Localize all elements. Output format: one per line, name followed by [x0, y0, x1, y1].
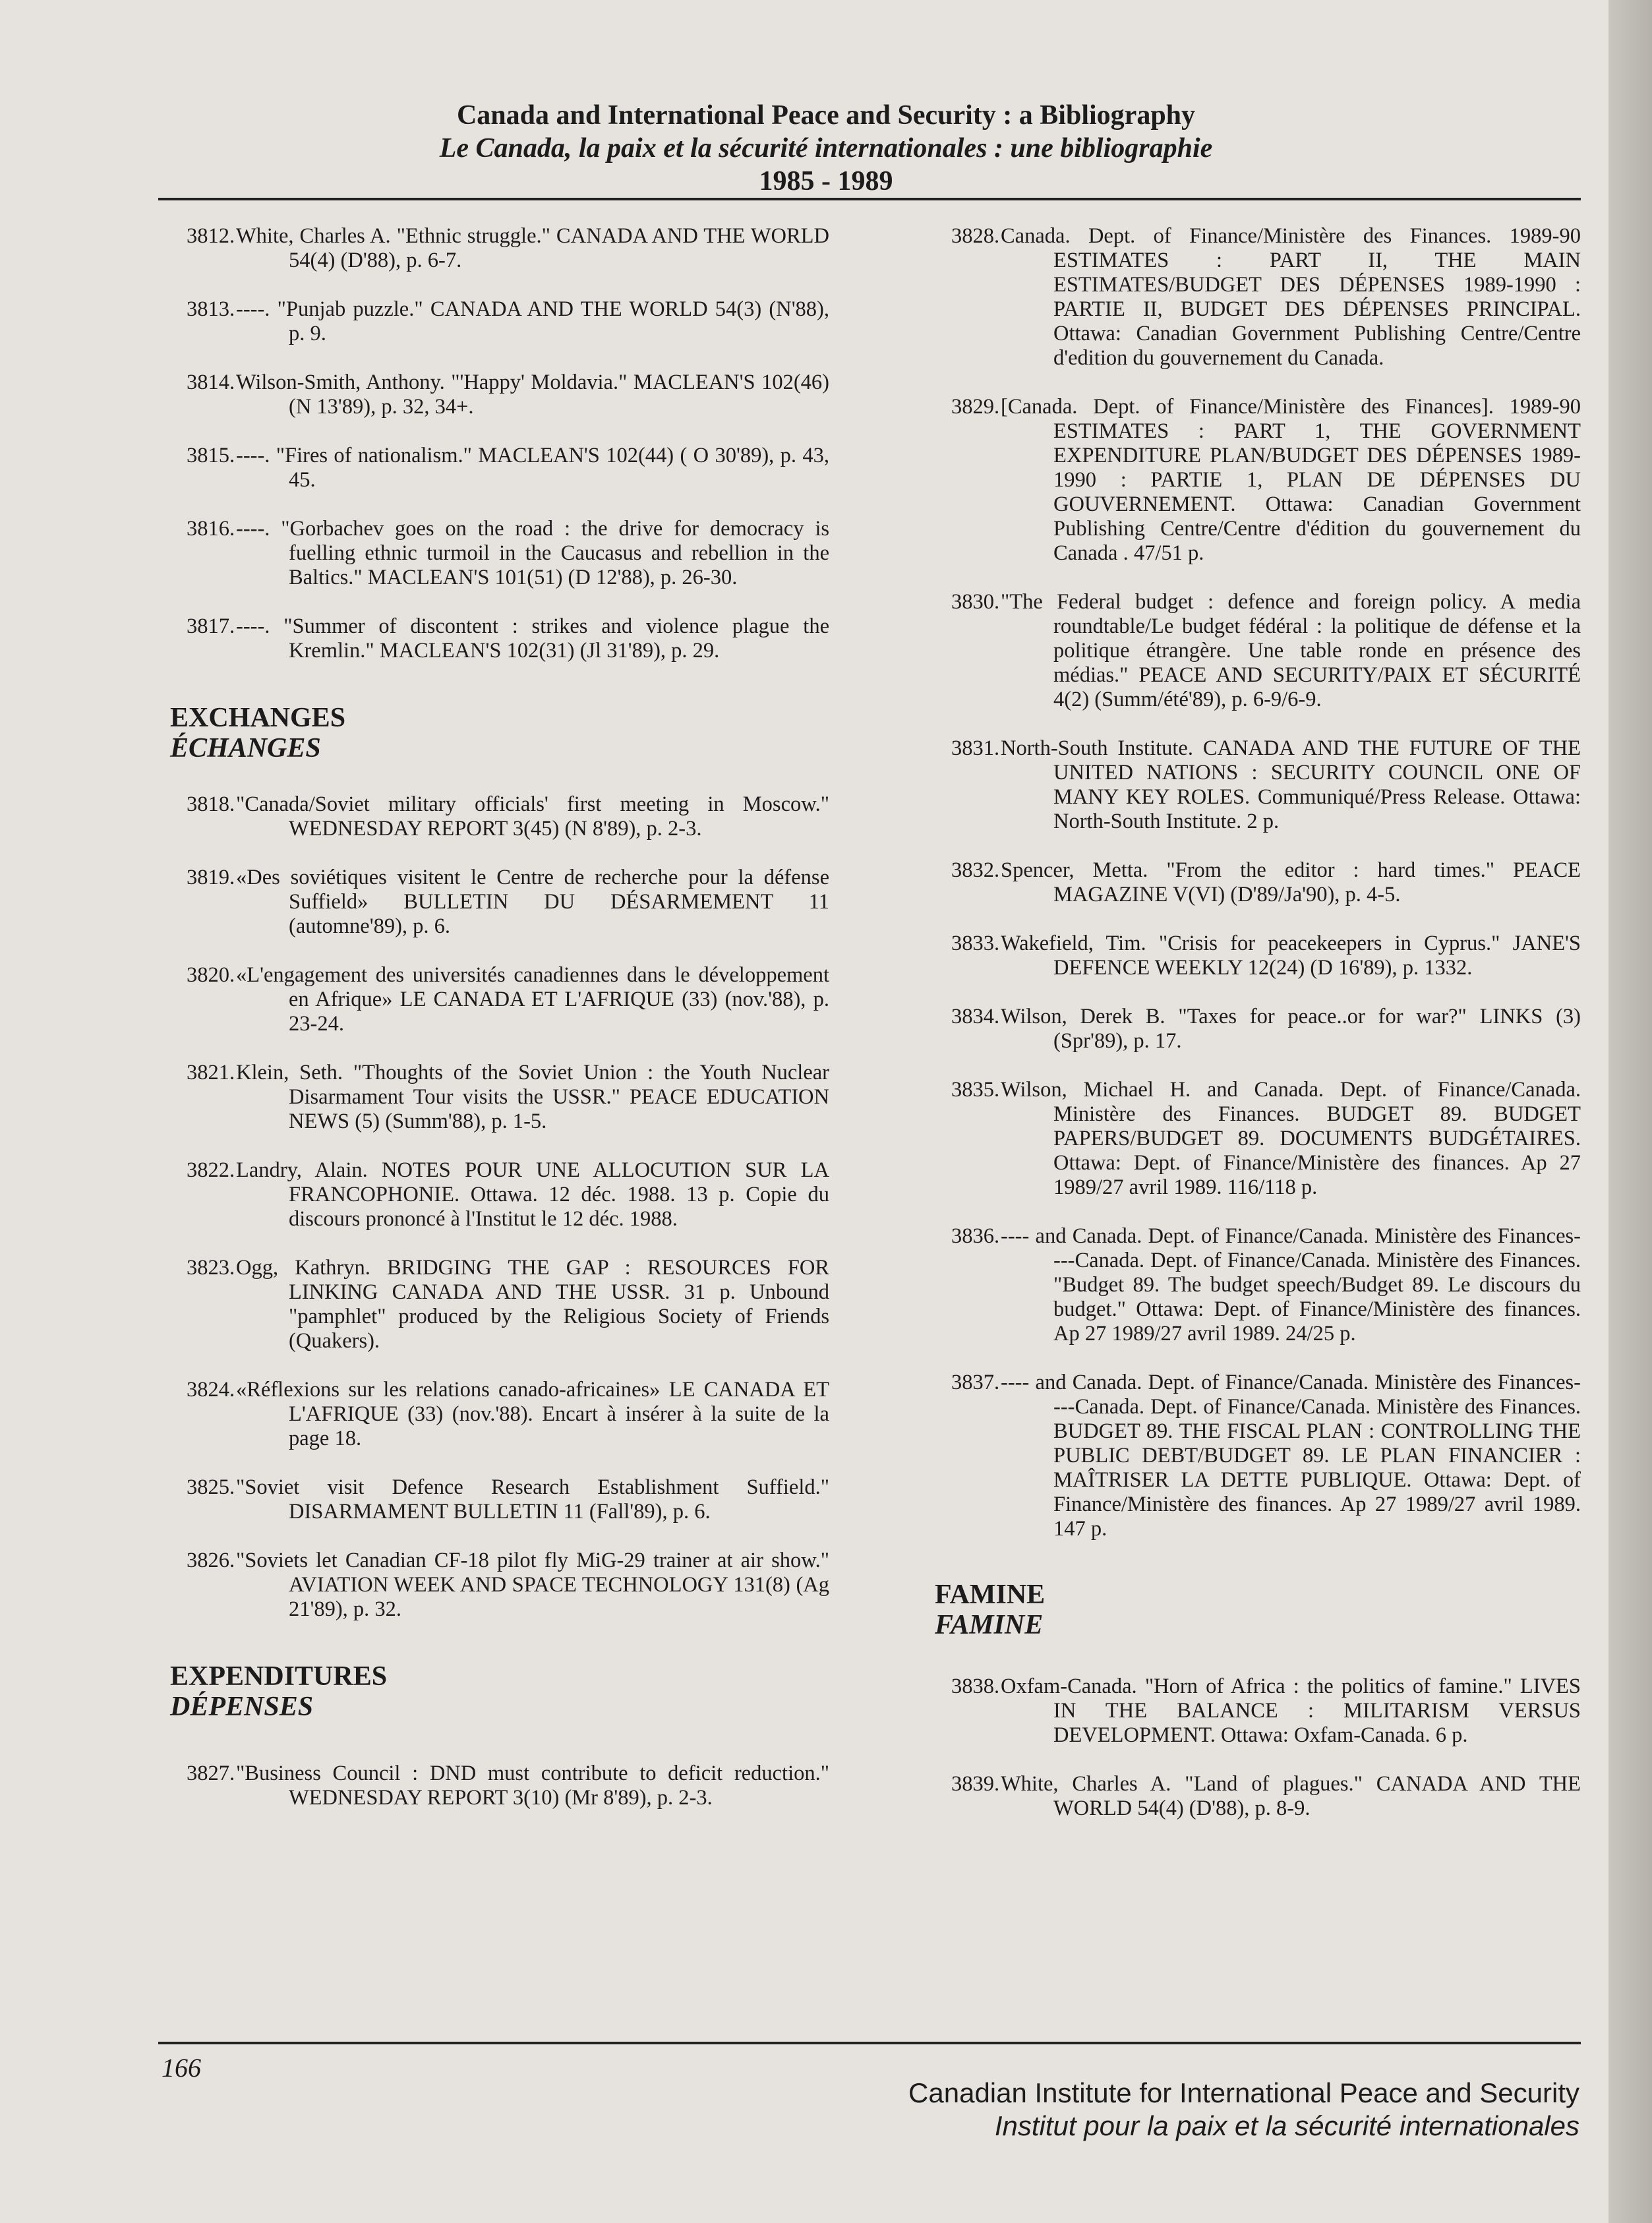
bibliography-entry	[935, 1224, 1581, 1346]
footer-org-fr: Institut pour la paix et la sécurité internationales	[994, 2110, 1579, 2141]
entry-number: 3827.	[187, 1762, 235, 1785]
footer-rule	[158, 2042, 1581, 2044]
header-years: 1985 - 1989	[759, 166, 893, 196]
entry-text: Wakefield, Tim. "Crisis for peacekeepers in Cyprus." JANE'S DEFENCE WEEKLY 12(24) (D 16'89), p. 1332.	[1001, 932, 1581, 980]
entry-text: ----. "Gorbachev goes on the road : the drive for democracy is fuelling ethnic turmoil in the Caucasus and rebellion in the Baltics." MACLEAN'S 101(51) (D 12'88), p. 26-30.	[236, 517, 829, 589]
header-title-fr: Le Canada, la paix et la sécurité internationales : une bibliographie	[439, 133, 1213, 163]
entry-number: 3831.	[951, 736, 1000, 760]
bibliography-entry	[935, 1675, 1581, 1748]
entry-text: «Réflexions sur les relations canado-africaines» LE CANADA ET L'AFRIQUE (33) (nov.'88). Encart à insérer à la suite de la page 18.	[236, 1378, 829, 1450]
entry-number: 3836.	[951, 1224, 1000, 1248]
entry-list	[935, 1675, 1581, 1821]
entry-text: Landry, Alain. NOTES POUR UNE ALLOCUTION SUR LA FRANCOPHONIE. Ottawa. 12 déc. 1988. 13 p. Copie du discours prononcé à l'Institut le 12 déc. 1988.	[236, 1158, 829, 1231]
entry-text: «L'engagement des universités canadiennes dans le développement en Afrique» LE CANADA ET L'AFRIQUE (33) (nov.'88), p. 23-24.	[236, 963, 829, 1036]
entry-text: Canada. Dept. of Finance/Ministère des Finances. 1989-90 ESTIMATES : PART II, THE MAIN ESTIMATES/BUDGET DES DÉPENSES 1989-1990 : PARTIE II, BUDGET DES DÉPENSES PRINCIPAL. Ottawa: Canadian Government Publishing Centre/Centre d'edition du gouvernement du Canada.	[1001, 224, 1581, 370]
section-heading-famine	[935, 1580, 1581, 1640]
entry-number: 3838.	[951, 1675, 1000, 1698]
bibliography-entry	[935, 1005, 1581, 1053]
right-column	[935, 224, 1581, 1821]
entry-text: "Soviets let Canadian CF-18 pilot fly MiG-29 trainer at air show." AVIATION WEEK AND SPACE TECHNOLOGY 131(8) (Ag 21'89), p. 32.	[236, 1549, 829, 1621]
entry-number: 3813.	[187, 297, 235, 321]
bibliography-entry	[170, 444, 829, 492]
entry-text: White, Charles A. "Land of plagues." CANADA AND THE WORLD 54(4) (D'88), p. 8-9.	[1001, 1772, 1581, 1820]
bibliography-entry	[935, 590, 1581, 712]
bibliography-entry	[935, 858, 1581, 907]
entry-number: 3815.	[187, 444, 235, 467]
entry-text: "Business Council : DND must contribute to deficit reduction." WEDNESDAY REPORT 3(10) (Mr 8'89), p. 2-3.	[236, 1762, 829, 1810]
entry-text: Wilson, Derek B. "Taxes for peace..or for war?" LINKS (3) (Spr'89), p. 17.	[1001, 1005, 1581, 1053]
section-heading-exchanges	[170, 703, 829, 763]
bibliography-entry	[170, 297, 829, 346]
page-edge	[1608, 0, 1652, 2223]
bibliography-entry	[170, 1256, 829, 1353]
entry-text: Oxfam-Canada. "Horn of Africa : the politics of famine." LIVES IN THE BALANCE : MILITARISM VERSUS DEVELOPMENT. Ottawa: Oxfam-Canada. 6 p.	[1001, 1675, 1581, 1747]
bibliography-entry	[170, 517, 829, 590]
entry-text: «Des soviétiques visitent le Centre de recherche pour la défense Suffield» BULLETIN DU DÉSARMEMENT 11 (automne'89), p. 6.	[236, 866, 829, 938]
bibliography-entry	[170, 963, 829, 1036]
entry-text: [Canada. Dept. of Finance/Ministère des Finances]. 1989-90 ESTIMATES : PART 1, THE GOVERNMENT EXPENDITURE PLAN/BUDGET DES DÉPENSES 1989-1990 : PARTIE 1, PLAN DE DÉPENSES DU GOUVERNEMENT. Ottawa: Canadian Government Publishing Centre/Centre d'édition du gouvernement du Canada . 47/51 p.	[1001, 395, 1581, 565]
entry-number: 3839.	[951, 1772, 1000, 1796]
bibliography-entry	[170, 224, 829, 273]
entry-text: ---- and Canada. Dept. of Finance/Canada. Ministère des Finances----Canada. Dept. of Finance/Canada. Ministère des Finances. BUDGET 89. THE FISCAL PLAN : CONTROLLING THE PUBLIC DEBT/BUDGET 89. LE PLAN FINANCIER : MAÎTRISER LA DETTE PUBLIQUE. Ottawa: Dept. of Finance/Ministère des finances. Ap 27 1989/27 avril 1989. 147 p.	[1001, 1371, 1581, 1541]
entry-number: 3837.	[951, 1371, 1000, 1394]
entry-text: North-South Institute. CANADA AND THE FUTURE OF THE UNITED NATIONS : SECURITY COUNCIL ONE OF MANY KEY ROLES. Communiqué/Press Release. Ottawa: North-South Institute. 2 p.	[1001, 736, 1581, 833]
entry-number: 3828.	[951, 224, 1000, 248]
entry-text: ----. "Punjab puzzle." CANADA AND THE WORLD 54(3) (N'88), p. 9.	[236, 297, 829, 345]
footer-organization	[908, 2077, 1579, 2143]
left-column	[170, 224, 829, 1810]
section-title-fr: ÉCHANGES	[170, 733, 321, 763]
entry-number: 3826.	[187, 1549, 235, 1572]
entry-list	[170, 224, 829, 663]
entry-text: ----. "Summer of discontent : strikes and violence plague the Kremlin." MACLEAN'S 102(31) (Jl 31'89), p. 29.	[236, 614, 829, 663]
entry-text: "Canada/Soviet military officials' first meeting in Moscow." WEDNESDAY REPORT 3(45) (N 8'89), p. 2-3.	[236, 792, 829, 841]
entry-number: 3829.	[951, 395, 1000, 419]
section-heading-expenditures	[170, 1661, 829, 1722]
bibliography-entry	[935, 1371, 1581, 1541]
entry-number: 3817.	[187, 614, 235, 638]
entry-text: Spencer, Metta. "From the editor : hard times." PEACE MAGAZINE V(VI) (D'89/Ja'90), p. 4-5.	[1001, 858, 1581, 906]
bibliography-entry	[935, 224, 1581, 370]
section-title-fr: DÉPENSES	[170, 1692, 314, 1722]
entry-text: ---- and Canada. Dept. of Finance/Canada. Ministère des Finances----Canada. Dept. of Finance/Canada. Ministère des Finances. "Budget 89. The budget speech/Budget 89. Le discours du budget." Ottawa: Dept. of Finance/Ministère des finances. Ap 27 1989/27 avril 1989. 24/25 p.	[1001, 1224, 1581, 1346]
entry-text: Ogg, Kathryn. BRIDGING THE GAP : RESOURCES FOR LINKING CANADA AND THE USSR. 31 p. Unbound "pamphlet" produced by the Religious Society of Friends (Quakers).	[236, 1256, 829, 1353]
header-title-en: Canada and International Peace and Security : a Bibliography	[456, 100, 1196, 131]
bibliography-entry	[170, 866, 829, 939]
bibliography-entry	[935, 932, 1581, 980]
entry-list	[935, 224, 1581, 1541]
bibliography-entry	[170, 1378, 829, 1451]
entry-number: 3821.	[187, 1061, 235, 1084]
entry-number: 3825.	[187, 1475, 235, 1499]
entry-number: 3833.	[951, 932, 1000, 955]
bibliography-entry	[170, 792, 829, 841]
bibliography-entry	[170, 1762, 829, 1810]
entry-text: ----. "Fires of nationalism." MACLEAN'S 102(44) ( O 30'89), p. 43, 45.	[236, 444, 829, 492]
entry-number: 3834.	[951, 1005, 1000, 1028]
entry-text: "The Federal budget : defence and foreign policy. A media roundtable/Le budget fédéral : la politique de défense et la politique étrangère. Une table ronde en présence des médias." PEACE AND SECURITY/PAIX ET SÉCURITÉ 4(2) (Summ/été'89), p. 6-9/6-9.	[1001, 590, 1581, 711]
entry-number: 3816.	[187, 517, 235, 541]
entry-number: 3822.	[187, 1158, 235, 1182]
bibliography-entry	[170, 1158, 829, 1231]
header-rule	[158, 198, 1581, 200]
section-title-en: FAMINE	[935, 1580, 1046, 1610]
bibliography-entry	[935, 1772, 1581, 1821]
page-number: 166	[162, 2053, 201, 2083]
bibliography-entry	[935, 736, 1581, 834]
bibliography-entry	[170, 1475, 829, 1524]
footer-org-en: Canadian Institute for International Peace and Security	[908, 2077, 1579, 2108]
entry-number: 3830.	[951, 590, 1000, 614]
bibliography-entry	[170, 370, 829, 419]
page-header	[0, 99, 1652, 198]
entry-number: 3832.	[951, 858, 1000, 882]
bibliography-entry	[170, 614, 829, 663]
entry-number: 3812.	[187, 224, 235, 248]
entry-text: Wilson, Michael H. and Canada. Dept. of Finance/Canada. Ministère des Finances. BUDGET 89. BUDGET PAPERS/BUDGET 89. DOCUMENTS BUDGÉTAIRES. Ottawa: Dept. of Finance/Ministère des finances. Ap 27 1989/27 avril 1989. 116/118 p.	[1001, 1078, 1581, 1199]
entry-number: 3820.	[187, 963, 235, 987]
entry-number: 3818.	[187, 792, 235, 816]
entry-list	[170, 792, 829, 1622]
section-title-fr: FAMINE	[935, 1610, 1044, 1640]
bibliography-entry	[935, 1078, 1581, 1200]
entry-number: 3835.	[951, 1078, 1000, 1102]
entry-number: 3814.	[187, 370, 235, 394]
entry-text: Wilson-Smith, Anthony. "'Happy' Moldavia." MACLEAN'S 102(46) (N 13'89), p. 32, 34+.	[236, 370, 829, 419]
section-title-en: EXPENDITURES	[170, 1661, 388, 1692]
entry-number: 3819.	[187, 866, 235, 889]
entry-text: Klein, Seth. "Thoughts of the Soviet Union : the Youth Nuclear Disarmament Tour visits the USSR." PEACE EDUCATION NEWS (5) (Summ'88), p. 1-5.	[236, 1061, 829, 1133]
section-title-en: EXCHANGES	[170, 703, 346, 733]
bibliography-entry	[935, 395, 1581, 566]
entry-number: 3824.	[187, 1378, 235, 1402]
bibliography-entry	[170, 1061, 829, 1134]
entry-number: 3823.	[187, 1256, 235, 1280]
entry-list	[170, 1762, 829, 1810]
entry-text: "Soviet visit Defence Research Establishment Suffield." DISARMAMENT BULLETIN 11 (Fall'89), p. 6.	[236, 1475, 829, 1524]
bibliography-entry	[170, 1549, 829, 1622]
entry-text: White, Charles A. "Ethnic struggle." CANADA AND THE WORLD 54(4) (D'88), p. 6-7.	[236, 224, 829, 272]
